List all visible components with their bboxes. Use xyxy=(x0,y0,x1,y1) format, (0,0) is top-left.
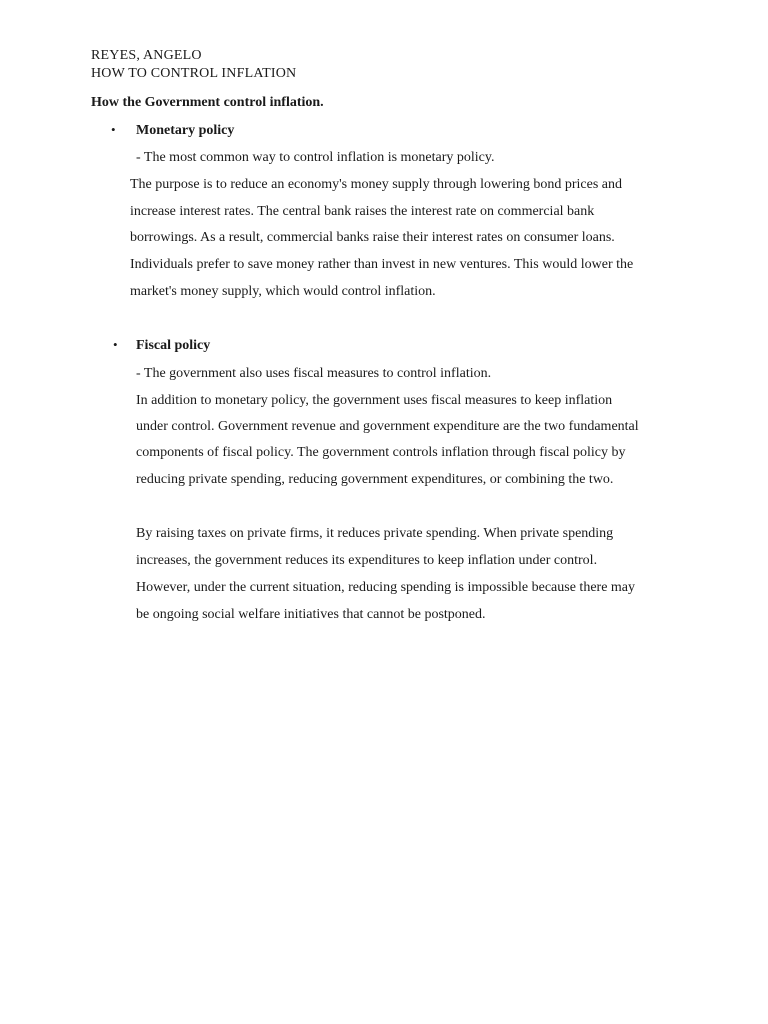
bullet-label-fiscal-policy: Fiscal policy xyxy=(136,338,211,353)
paragraph-line: - The most common way to control inflation is monetary policy. xyxy=(136,150,495,165)
paragraph-line: increase interest rates. The central bank raises the interest rate on commercial bank xyxy=(130,204,595,219)
author-name: REYES, ANGELO xyxy=(91,48,202,63)
paragraph-line: In addition to monetary policy, the government uses fiscal measures to keep inflation xyxy=(136,393,613,408)
paragraph-line: reducing private spending, reducing government expenditures, or combining the two. xyxy=(136,472,614,487)
paragraph-line: market's money supply, which would control inflation. xyxy=(130,284,436,299)
bullet-label-monetary-policy: Monetary policy xyxy=(136,123,235,138)
paragraph-line: - The government also uses fiscal measures to control inflation. xyxy=(136,366,492,381)
paragraph-line: under control. Government revenue and government expenditure are the two fundamental xyxy=(136,419,639,434)
paragraph-line: However, under the current situation, reducing spending is impossible because there may xyxy=(136,580,636,595)
section-heading: How the Government control inflation. xyxy=(91,95,324,110)
paragraph-line: Individuals prefer to save money rather than invest in new ventures. This would lower the xyxy=(130,257,634,272)
paragraph-line: components of fiscal policy. The government controls inflation through fiscal policy by xyxy=(136,445,626,460)
paragraph-line: increases, the government reduces its expenditures to keep inflation under control. xyxy=(136,553,598,568)
bullet-icon: • xyxy=(113,337,118,352)
document-title: HOW TO CONTROL INFLATION xyxy=(91,66,297,81)
paragraph-line: be ongoing social welfare initiatives that cannot be postponed. xyxy=(136,607,486,622)
paragraph-line: The purpose is to reduce an economy's money supply through lowering bond prices and xyxy=(130,177,623,192)
paragraph-line: borrowings. As a result, commercial banks raise their interest rates on consumer loans. xyxy=(130,230,615,245)
paragraph-line: By raising taxes on private firms, it reduces private spending. When private spending xyxy=(136,526,614,541)
bullet-icon: • xyxy=(111,122,116,137)
